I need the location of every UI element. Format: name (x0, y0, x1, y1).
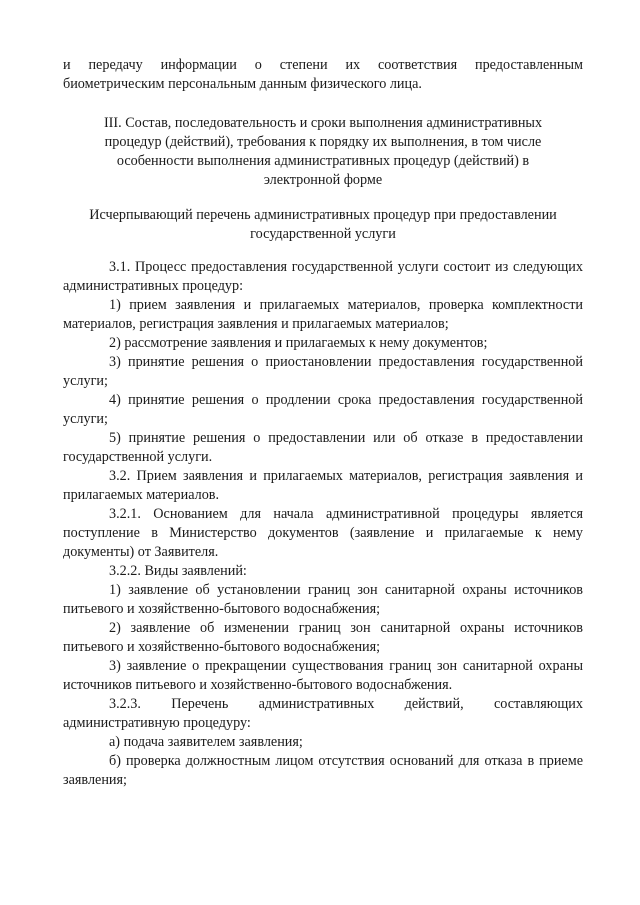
document-page (63, 56, 583, 790)
subsection-heading: Исчерпывающий перечень административных процедур при предоставлении государственной услуги (89, 207, 557, 242)
list-item-1: 1) прием заявления и прилагаемых материалов, проверка комплектности материалов, регистрация заявления и прилагаемых материалов; (63, 297, 583, 332)
application-type-1: 1) заявление об установлении границ зон санитарной охраны источников питьевого и хозяйственно-бытового водоснабжения; (63, 582, 583, 617)
action-item-b: б) проверка должностным лицом отсутствия оснований для отказа в приеме заявления; (63, 753, 583, 788)
paragraph-3-2: 3.2. Прием заявления и прилагаемых материалов, регистрация заявления и прилагаемых материалов. (63, 468, 583, 503)
list-item-2: 2) рассмотрение заявления и прилагаемых к нему документов; (109, 335, 488, 351)
section-heading: III. Состав, последовательность и сроки выполнения административных процедур (действий), требования к порядку их выполнения, в том числе особенности выполнения административных процедур (действий) в электронной форме (103, 115, 543, 188)
list-item-4: 4) принятие решения о продлении срока предоставления государственной услуги; (63, 392, 583, 427)
action-item-a: а) подача заявителем заявления; (109, 734, 303, 750)
paragraph-3-2-3: 3.2.3. Перечень административных действий, составляющих административную процедуру: (63, 696, 583, 731)
paragraph-3-2-2: 3.2.2. Виды заявлений: (109, 563, 247, 579)
intro-paragraph: и передачу информации о степени их соответствия предоставленным биометрическим персональным данным физического лица. (63, 57, 583, 92)
list-item-5: 5) принятие решения о предоставлении или об отказе в предоставлении государственной услуги. (63, 430, 583, 465)
list-item-3: 3) принятие решения о приостановлении предоставления государственной услуги; (63, 354, 583, 389)
paragraph-3-2-1: 3.2.1. Основанием для начала административной процедуры является поступление в Министерство документов (заявление и прилагаемые к нему документы) от Заявителя. (63, 506, 583, 560)
application-type-2: 2) заявление об изменении границ зон санитарной охраны источников питьевого и хозяйственно-бытового водоснабжения; (63, 620, 583, 655)
application-type-3: 3) заявление о прекращении существования границ зон санитарной охраны источников питьевого и хозяйственно-бытового водоснабжения. (63, 658, 583, 693)
paragraph-3-1: 3.1. Процесс предоставления государственной услуги состоит из следующих административных процедур: (63, 259, 583, 294)
